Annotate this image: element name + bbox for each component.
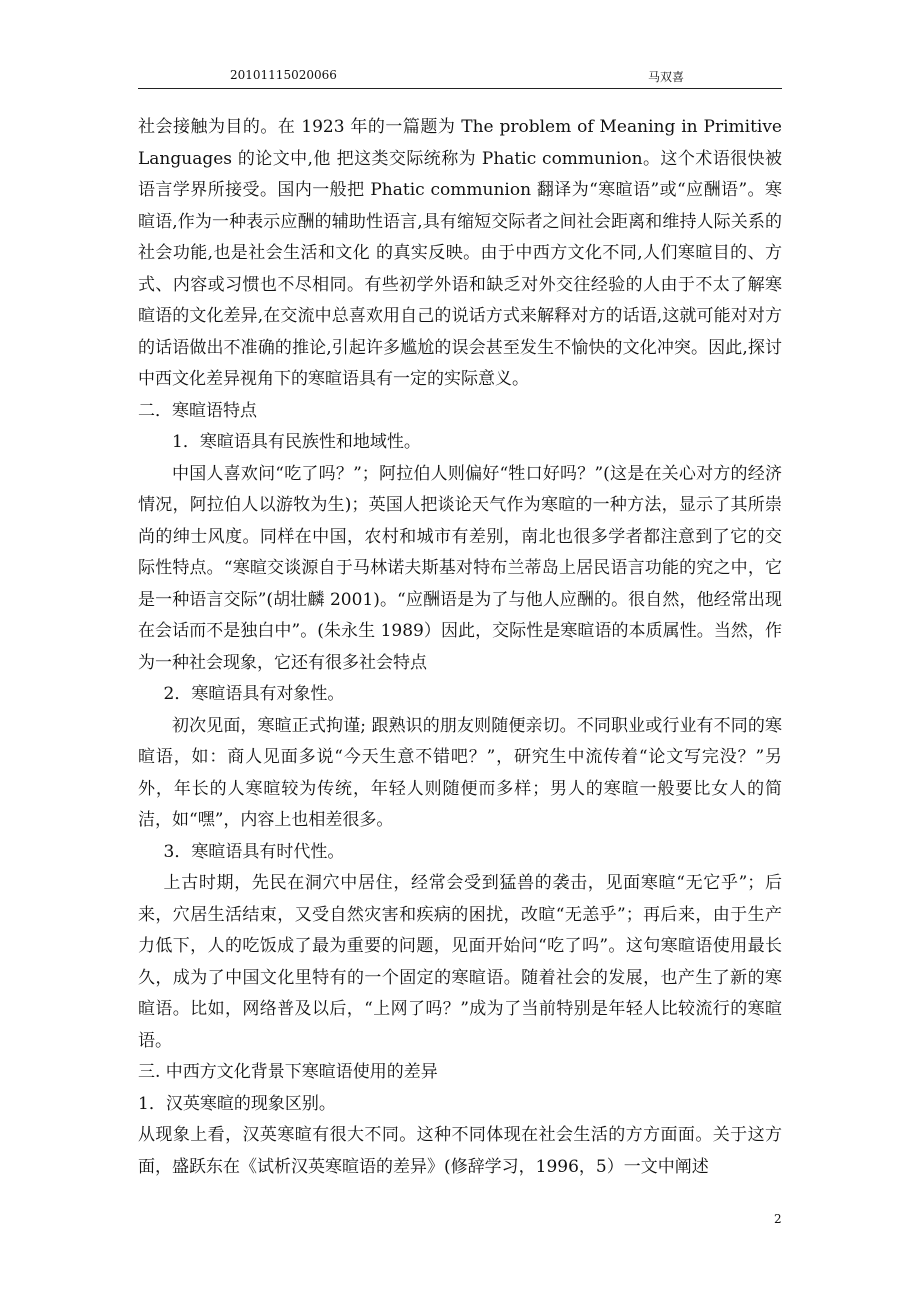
student-id: 20101115020066: [230, 68, 337, 82]
paragraph-2-2: 初次见面，寒暄正式拘谨; 跟熟识的朋友则随便亲切。不同职业或行业有不同的寒暄语，如：商人见面多说“今天生意不错吧？”，研究生中流传着“论文写完没？”另外，年长的人寒暄较为传统，年轻人则随便而多样；男人的寒暄一般要比女人的简洁，如“嘿”，内容上也相差很多。: [138, 715, 782, 830]
subsection-heading-3-1: 1．汉英寒暄的现象区别。: [138, 1093, 336, 1114]
page-header: [138, 64, 782, 89]
section-heading-3: 三. 中西方文化背景下寒暄语使用的差异: [138, 1062, 438, 1082]
subsection-heading-2-1: 1．寒暄语具有民族性和地域性。: [172, 432, 421, 452]
author-name: 马双喜: [648, 70, 685, 84]
section-heading-2: 二．寒暄语特点: [138, 400, 257, 421]
document-body: [138, 112, 782, 1183]
subsection-heading-2-3: 3．寒暄语具有时代性。: [163, 841, 345, 862]
subsection-heading-2-2: 2．寒暄语具有对象性。: [163, 684, 345, 704]
paragraph-2-1: 中国人喜欢问“吃了吗？”；阿拉伯人则偏好“牲口好吗？”(这是在关心对方的经济情况，阿拉伯人以游牧为生)；英国人把谈论天气作为寒暄的一种方法，显示了其所崇尚的绅士风度。同样在中国，农村和城市有差别，南北也很多学者都注意到了它的交际性特点。“寒暄交谈源自于马林诺夫斯基对特布兰蒂岛上居民语言功能的究之中，它是一种语言交际”(胡壮麟 2001)。“应酬语是为了与他人应酬的。很自然，他经常出现在会话而不是独白中”。(朱永生 1989）因此，交际性是寒暄语的本质属性。当然，作为一种社会现象，它还有很多社会特点: [138, 463, 782, 673]
paragraph-2-3: 上古时期，先民在洞穴中居住，经常会受到猛兽的袭击，见面寒暄“无它乎”；后来，穴居生活结束，又受自然灾害和疾病的困扰，改暄“无恙乎”；再后来，由于生产力低下，人的吃饭成了最为重要的问题，见面开始问“吃了吗”。这句寒暄语使用最长久，成为了中国文化里特有的一个固定的寒暄语。随着社会的发展，也产生了新的寒暄语。比如，网络普及以后，“上网了吗？”成为了当前特别是年轻人比较流行的寒暄语。: [138, 873, 782, 1051]
page-number: 2: [774, 1212, 782, 1226]
paragraph-intro: 社会接触为目的。在 1923 年的一篇题为 The problem of Meaning in Primitive Languages 的论文中,他 把这类交际统称为 Phatic communion。这个术语很快被语言学界所接受。国内一般把 Phatic communion 翻译为“寒暄语”或“应酬语”。寒暄语,作为一种表示应酬的辅助性语言,具有缩短交际者之间社会距离和维持人际关系的社会功能,也是社会生活和文化 的真实反映。由于中西方文化不同,人们寒暄目的、方式、内容或习惯也不尽相同。有些初学外语和缺乏对外交往经验的人由于不太了解寒暄语的文化差异,在交流中总喜欢用自己的说话方式来解释对方的话语,这就可能对对方的话语做出不准确的推论,引起许多尴尬的误会甚至发生不愉快的文化冲突。因此,探讨中西文化差异视角下的寒暄语具有一定的实际意义。: [138, 117, 782, 389]
paragraph-3-1: 从现象上看，汉英寒暄有很大不同。这种不同体现在社会生活的方方面面。关于这方面，盛跃东在《试析汉英寒暄语的差异》(修辞学习，1996，5）一文中阐述: [138, 1125, 782, 1177]
